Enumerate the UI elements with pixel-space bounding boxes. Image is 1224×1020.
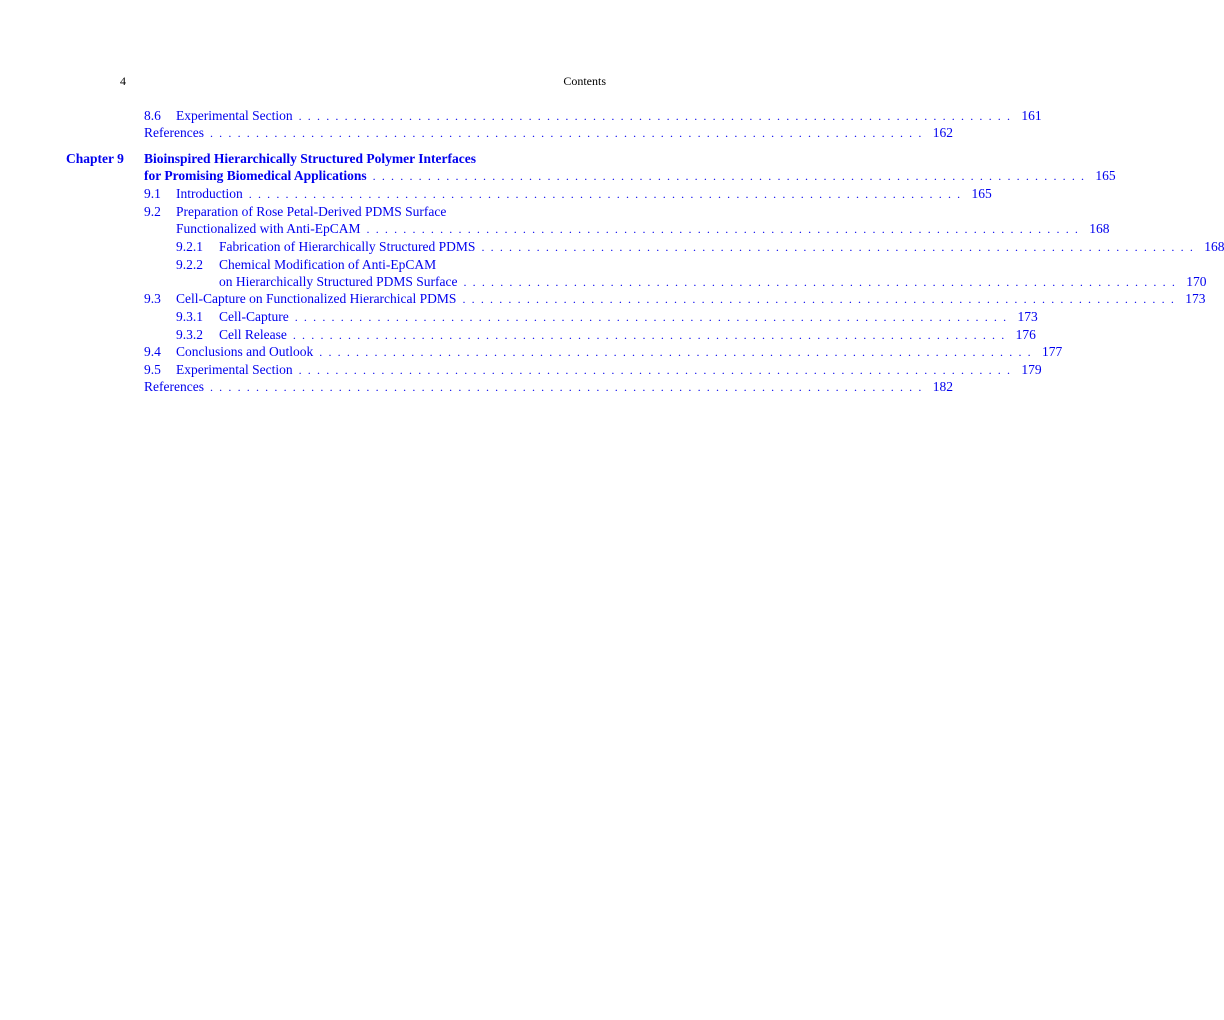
toc-entry-page: 168 — [1204, 239, 1224, 254]
toc-entry-title: Cell Release — [219, 327, 287, 342]
toc-entry-9-2[interactable] — [144, 203, 608, 220]
toc-entry-number: 9.3 — [144, 291, 161, 306]
dot-leader: . . . . . . . . . . . . . . . . . . . . . . . . . . . . . . . . . . . . . . . . . . . . . . . . . . . . . . . . . . . . . . . . . . . . . . . . . . . . . . — [292, 328, 1006, 342]
toc-entry-page: 168 — [1089, 221, 1110, 236]
toc-entry-page: 170 — [1186, 274, 1207, 289]
toc-entry-page: 176 — [1015, 327, 1036, 342]
toc-entry-9-3-2[interactable] — [176, 326, 1036, 343]
dot-leader: . . . . . . . . . . . . . . . . . . . . . . . . . . . . . . . . . . . . . . . . . . . . . . . . . . . . . . . . . . . . . . . . . . . . . . . . . . . . . . — [298, 363, 1012, 377]
toc-entry-number: 8.6 — [144, 108, 161, 123]
dot-leader: . . . . . . . . . . . . . . . . . . . . . . . . . . . . . . . . . . . . . . . . . . . . . . . . . . . . . . . . . . . . . . . . . . . . . . . . . . . . . . — [462, 292, 1176, 306]
toc-entry-9-2-2-continued[interactable] — [176, 273, 1207, 290]
toc-entry-title: Preparation of Rose Petal-Derived PDMS Surface — [176, 204, 447, 219]
toc-entry-title: Introduction — [176, 186, 243, 201]
toc-entry-page: 165 — [971, 186, 992, 201]
toc-entry-8-6[interactable] — [144, 107, 1042, 124]
chapter-9-title-line1[interactable] — [144, 150, 608, 167]
toc-entry-9-3-1[interactable] — [176, 308, 1038, 325]
chapter-title: Bioinspired Hierarchically Structured Polymer Interfaces — [144, 151, 476, 166]
dot-leader: . . . . . . . . . . . . . . . . . . . . . . . . . . . . . . . . . . . . . . . . . . . . . . . . . . . . . . . . . . . . . . . . . . . . . . . . . . . . . . — [209, 380, 923, 394]
toc-entry-page: 162 — [932, 125, 953, 140]
dot-leader: . . . . . . . . . . . . . . . . . . . . . . . . . . . . . . . . . . . . . . . . . . . . . . . . . . . . . . . . . . . . . . . . . . . . . . . . . . . . . . — [319, 345, 1033, 359]
toc-entry-title: References — [144, 125, 204, 140]
toc-entry-9-1[interactable] — [144, 185, 992, 202]
toc-entry-page: 173 — [1185, 291, 1206, 306]
toc-entry-number: 9.2.1 — [176, 239, 203, 254]
dot-leader: . . . . . . . . . . . . . . . . . . . . . . . . . . . . . . . . . . . . . . . . . . . . . . . . . . . . . . . . . . . . . . . . . . . . . . . . . . . . . . — [481, 240, 1195, 254]
toc-entry-title: Chemical Modification of Anti-EpCAM — [219, 257, 437, 272]
toc-entry-page: 165 — [1095, 168, 1116, 183]
toc-entry-number: 9.4 — [144, 344, 161, 359]
dot-leader: . . . . . . . . . . . . . . . . . . . . . . . . . . . . . . . . . . . . . . . . . . . . . . . . . . . . . . . . . . . . . . . . . . . . . . . . . . . . . . — [298, 109, 1012, 123]
running-title: Contents — [563, 74, 606, 88]
dot-leader: . . . . . . . . . . . . . . . . . . . . . . . . . . . . . . . . . . . . . . . . . . . . . . . . . . . . . . . . . . . . . . . . . . . . . . . . . . . . . . — [372, 169, 1086, 183]
dot-leader: . . . . . . . . . . . . . . . . . . . . . . . . . . . . . . . . . . . . . . . . . . . . . . . . . . . . . . . . . . . . . . . . . . . . . . . . . . . . . . — [209, 126, 923, 140]
toc-entry-title: Experimental Section — [176, 362, 293, 377]
toc-entry-9-2-2[interactable] — [176, 256, 608, 273]
toc-entry-title: Cell-Capture on Functionalized Hierarchical PDMS — [176, 291, 457, 306]
toc-entry-page: 179 — [1021, 362, 1042, 377]
dot-leader: . . . . . . . . . . . . . . . . . . . . . . . . . . . . . . . . . . . . . . . . . . . . . . . . . . . . . . . . . . . . . . . . . . . . . . . . . . . . . . — [294, 310, 1008, 324]
toc-entry-9-2-continued[interactable] — [144, 220, 1110, 237]
toc-entry-title: References — [144, 379, 204, 394]
toc-entry-number: 9.3.1 — [176, 309, 203, 324]
toc-entry-title: Conclusions and Outlook — [176, 344, 314, 359]
page-number: 4 — [120, 74, 126, 88]
toc-entry-page: 177 — [1042, 344, 1063, 359]
toc-entry-title-continued: on Hierarchically Structured PDMS Surface — [219, 274, 458, 289]
chapter-label[interactable]: Chapter 9 — [66, 151, 124, 166]
toc-entry-page: 161 — [1021, 108, 1042, 123]
chapter-title-continued: for Promising Biomedical Applications — [144, 168, 367, 183]
toc-entry-title: Fabrication of Hierarchically Structured PDMS — [219, 239, 476, 254]
toc-entry-title-continued: Functionalized with Anti-EpCAM — [176, 221, 361, 236]
toc-entry-9-2-1[interactable] — [176, 238, 1224, 255]
toc-entry-title: Experimental Section — [176, 108, 293, 123]
dot-leader: . . . . . . . . . . . . . . . . . . . . . . . . . . . . . . . . . . . . . . . . . . . . . . . . . . . . . . . . . . . . . . . . . . . . . . . . . . . . . . — [366, 222, 1080, 236]
toc-entry-number: 9.2 — [144, 204, 161, 219]
toc-entry-number: 9.1 — [144, 186, 161, 201]
dot-leader: . . . . . . . . . . . . . . . . . . . . . . . . . . . . . . . . . . . . . . . . . . . . . . . . . . . . . . . . . . . . . . . . . . . . . . . . . . . . . . — [248, 187, 962, 201]
dot-leader: . . . . . . . . . . . . . . . . . . . . . . . . . . . . . . . . . . . . . . . . . . . . . . . . . . . . . . . . . . . . . . . . . . . . . . . . . . . . . . — [463, 275, 1177, 289]
toc-entry-number: 9.3.2 — [176, 327, 203, 342]
toc-entry-references-ch8[interactable] — [144, 124, 953, 141]
toc-entry-page: 173 — [1017, 309, 1038, 324]
toc-entry-9-3[interactable] — [144, 290, 1206, 307]
toc-entry-9-5[interactable] — [144, 361, 1042, 378]
toc-entry-number: 9.5 — [144, 362, 161, 377]
toc-entry-9-4[interactable] — [144, 343, 1063, 360]
toc-entry-number: 9.2.2 — [176, 257, 203, 272]
toc-entry-references-ch9[interactable] — [144, 378, 953, 395]
toc-entry-page: 182 — [932, 379, 953, 394]
toc-entry-title: Cell-Capture — [219, 309, 289, 324]
chapter-9-entry[interactable] — [144, 167, 1116, 184]
